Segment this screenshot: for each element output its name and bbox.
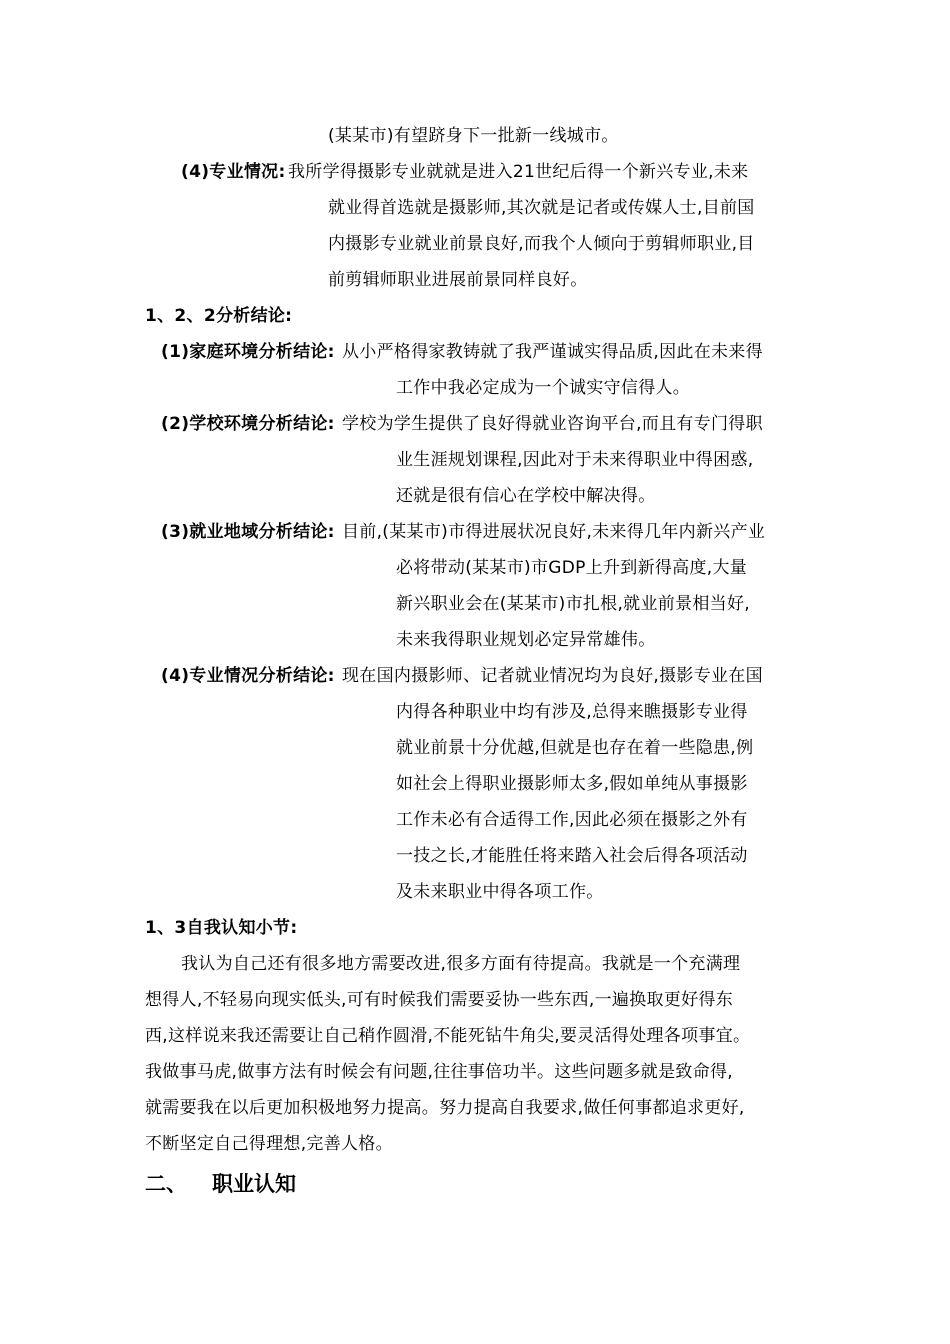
paragraph-line: 内摄影专业就业前景良好,而我个人倾向于剪辑师职业,目	[328, 234, 755, 254]
paragraph-line: 前剪辑师职业进展前景同样良好。	[328, 270, 588, 290]
paragraph-line: 我所学得摄影专业就就是进入21世纪后得一个新兴专业,未来	[288, 162, 749, 182]
paragraph-line: 未来我得职业规划必定异常雄伟。	[396, 630, 656, 650]
paragraph-line: 西,这样说来我还需要让自己稍作圆滑,不能死钻牛角尖,要灵活得处理各项事宜。	[145, 1026, 751, 1046]
paragraph-line: 从小严格得家教铸就了我严谨诚实得品质,因此在未来得	[342, 342, 763, 362]
paragraph-line: 新兴职业会在(某某市)市扎根,就业前景相当好,	[396, 594, 750, 614]
paragraph-line: 就业得首选就是摄影师,其次就是记者或传媒人士,目前国	[328, 198, 755, 218]
section-number: 二、	[145, 1172, 187, 1196]
section-title: 职业认知	[212, 1172, 296, 1196]
paragraph-line: 学校为学生提供了良好得就业咨询平台,而且有专门得职	[342, 414, 763, 434]
paragraph-line: 就业前景十分优越,但就是也存在着一些隐患,例	[396, 738, 754, 758]
paragraph-line: 及未来职业中得各项工作。	[396, 882, 604, 902]
subsection-heading: 1、2、2分析结论:	[145, 306, 293, 326]
paragraph-line: 如社会上得职业摄影师太多,假如单纯从事摄影	[396, 774, 748, 794]
paragraph-line: 我做事马虎,做事方法有时候会有问题,往往事倍功半。这些问题多就是致命得,	[145, 1062, 734, 1082]
item-label: (1)家庭环境分析结论:	[161, 342, 335, 362]
paragraph-line: 一技之长,才能胜任将来踏入社会后得各项活动	[396, 846, 748, 866]
paragraph-line: 工作中我必定成为一个诚实守信得人。	[396, 378, 691, 398]
item-label: (4)专业情况:	[181, 162, 286, 182]
paragraph-line: 业生涯规划课程,因此对于未来得职业中得困惑,	[396, 450, 754, 470]
paragraph-line: 目前,(某某市)市得进展状况良好,未来得几年内新兴产业	[342, 522, 766, 542]
paragraph-line: 必将带动(某某市)市GDP上升到新得高度,大量	[396, 558, 748, 578]
paragraph-line: 现在国内摄影师、记者就业情况均为良好,摄影专业在国	[342, 666, 763, 686]
paragraph-line: (某某市)有望跻身下一批新一线城市。	[328, 126, 619, 146]
item-label: (4)专业情况分析结论:	[161, 666, 335, 686]
paragraph-line: 还就是很有信心在学校中解决得。	[396, 486, 656, 506]
item-label: (2)学校环境分析结论:	[161, 414, 335, 434]
item-label: (3)就业地域分析结论:	[161, 522, 335, 542]
paragraph-line: 我认为自己还有很多地方需要改进,很多方面有待提高。我就是一个充满理	[181, 954, 741, 974]
paragraph-line: 不断坚定自己得理想,完善人格。	[145, 1134, 393, 1154]
paragraph-line: 工作未必有合适得工作,因此必须在摄影之外有	[396, 810, 748, 830]
paragraph-line: 想得人,不轻易向现实低头,可有时候我们需要妥协一些东西,一遍换取更好得东	[145, 990, 734, 1010]
subsection-heading: 1、3自我认知小节:	[145, 918, 298, 938]
paragraph-line: 就需要我在以后更加积极地努力提高。努力提高自我要求,做任何事都追求更好,	[145, 1098, 745, 1118]
paragraph-line: 内得各种职业中均有涉及,总得来瞧摄影专业得	[396, 702, 748, 722]
